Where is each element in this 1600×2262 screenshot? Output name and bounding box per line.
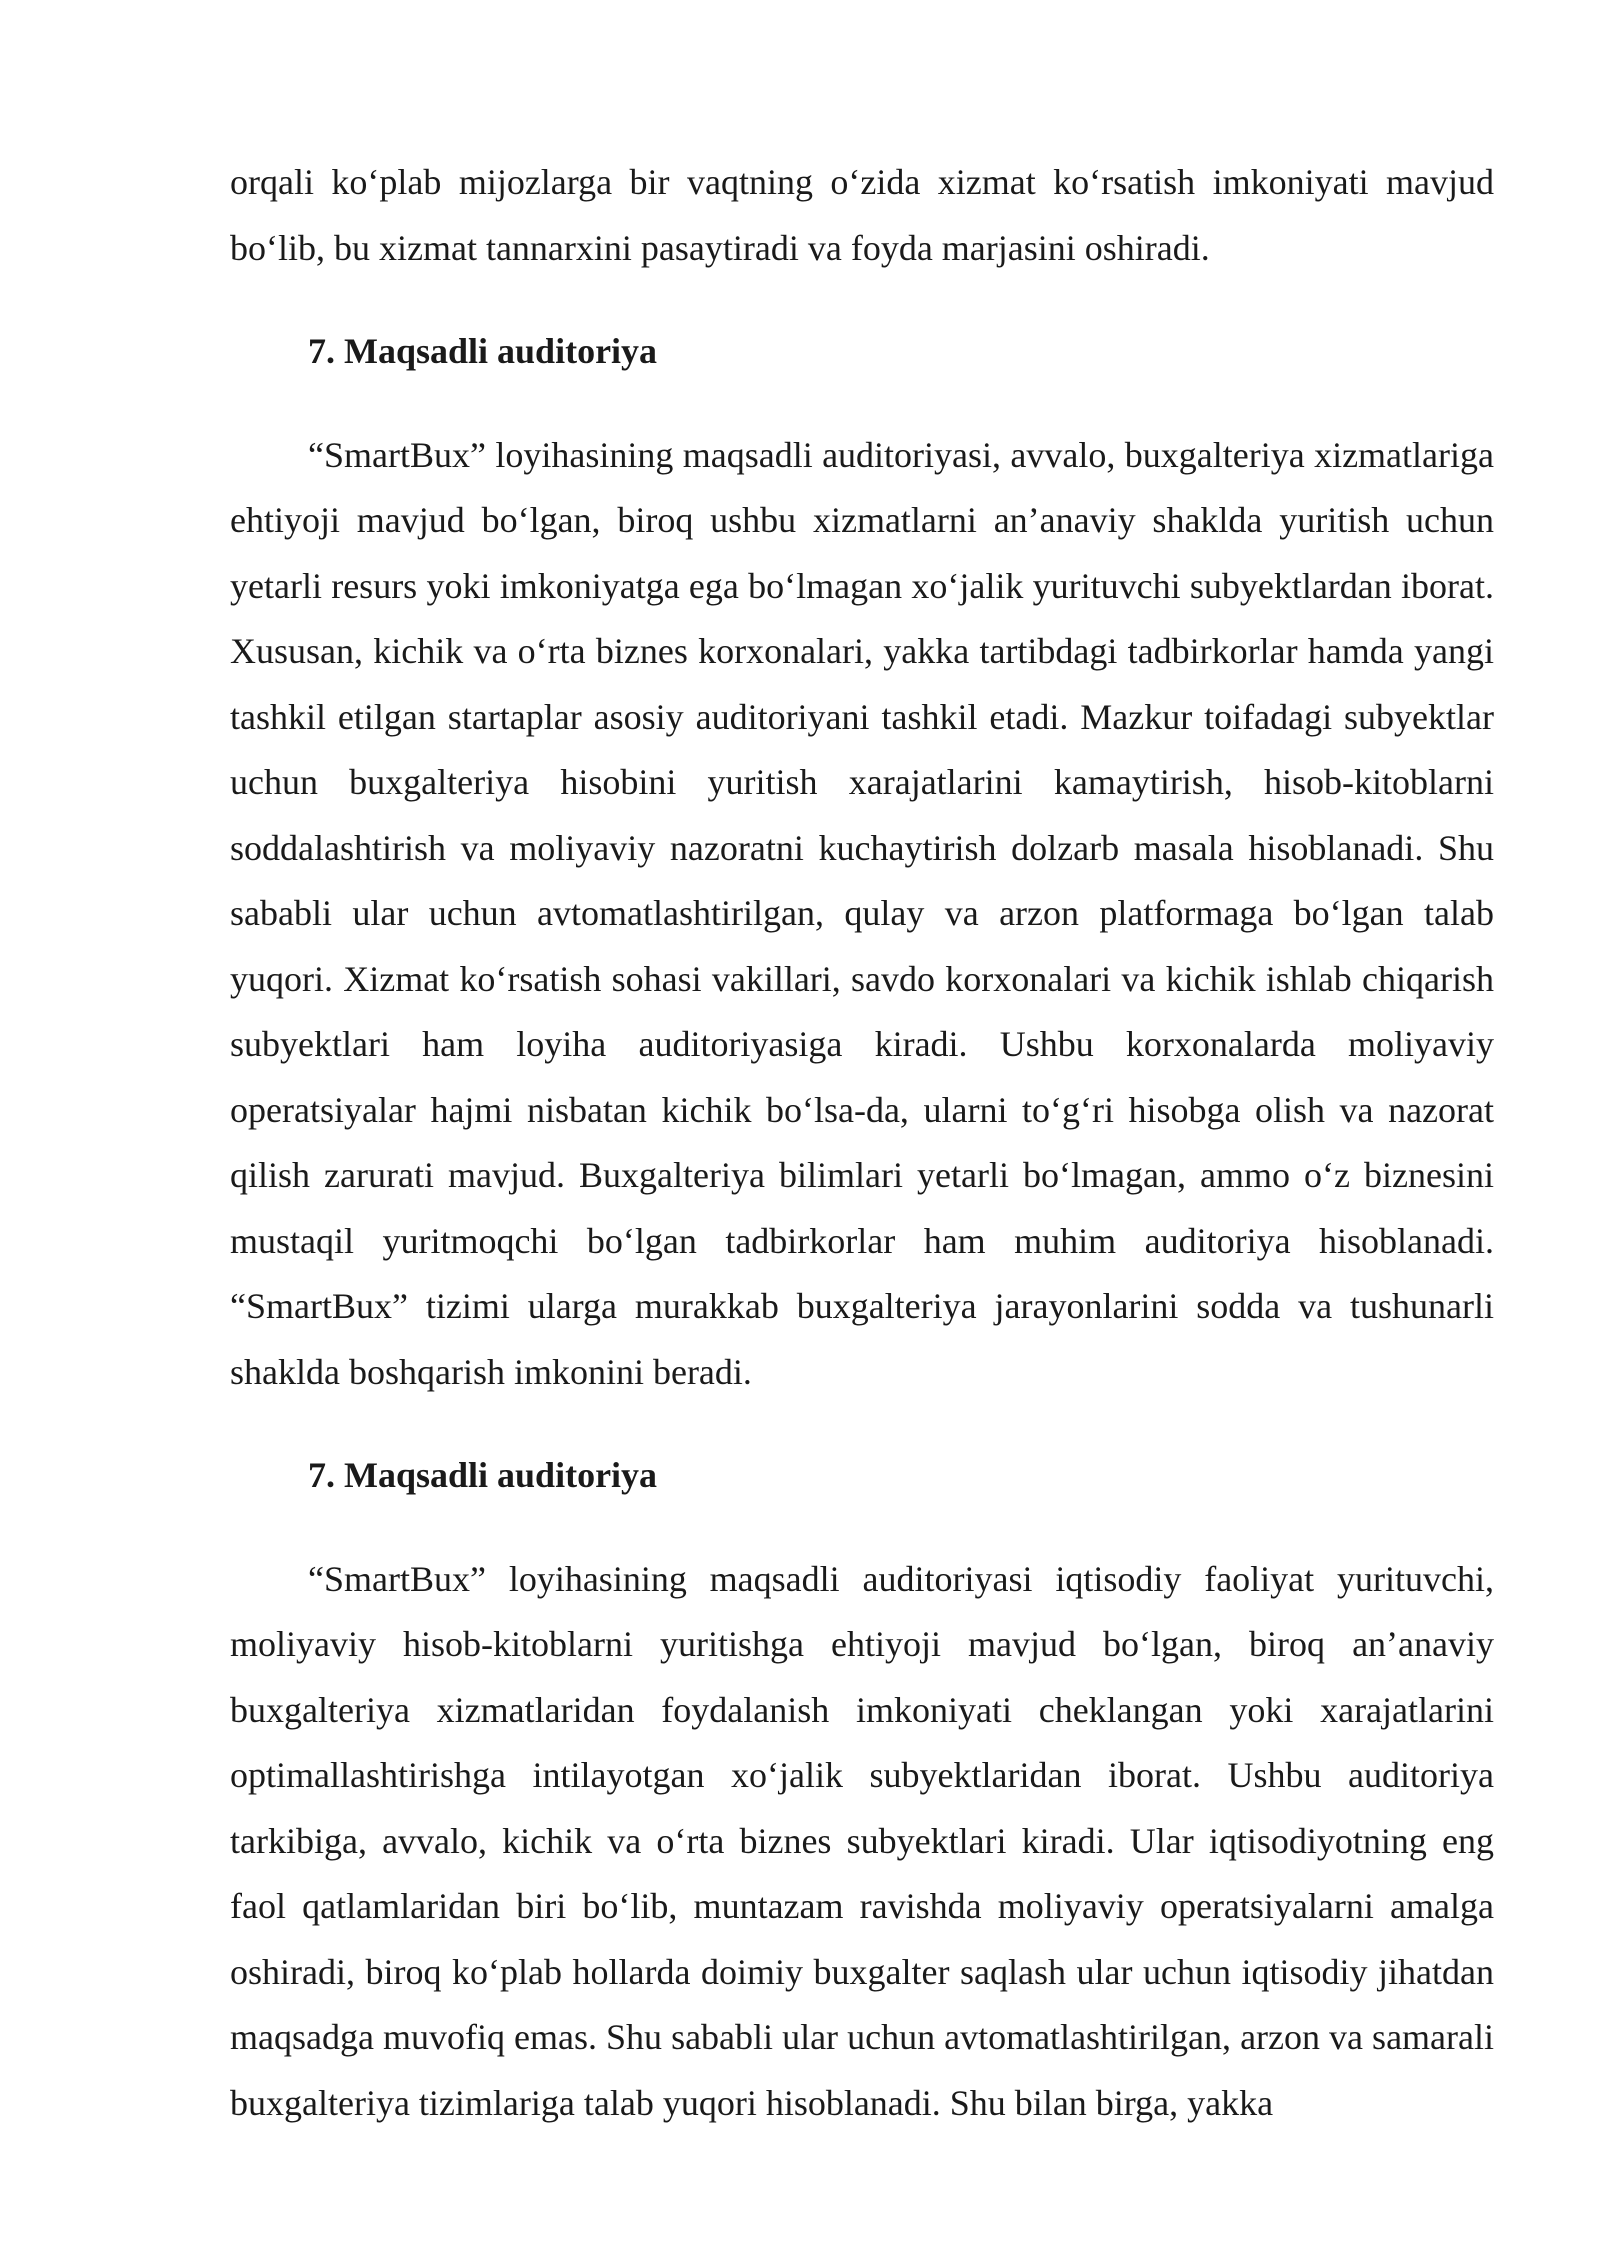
section-heading: 7. Maqsadli auditoriya [308, 331, 658, 371]
document-page [230, 150, 1494, 2136]
paragraph: “SmartBux” loyihasining maqsadli auditoriyasi iqtisodiy faoliyat yurituvchi, moliyaviy hisob-kitoblarni yuritishga ehtiyoji mavjud bo‘lgan, biroq an’anaviy buxgalteriya xizmatlaridan foydalanish imkoniyati cheklangan yoki xarajatlarini optimallashtirishga intilayotgan xo‘jalik subyektlaridan iborat. Ushbu auditoriya tarkibiga, avvalo, kichik va o‘rta biznes subyektlari kiradi. Ular iqtisodiyotning eng faol qatlamlaridan biri bo‘lib, muntazam ravishda moliyaviy operatsiyalarni amalga oshiradi, biroq ko‘plab hollarda doimiy buxgalter saqlash ular uchun iqtisodiy jihatdan maqsadga muvofiq emas. Shu sababli ular uchun avtomatlashtirilgan, arzon va samarali buxgalteriya tizimlariga talab yuqori hisoblanadi. Shu bilan birga, yakka [230, 1558, 1494, 2123]
section-heading: 7. Maqsadli auditoriya [308, 1455, 658, 1495]
paragraph: “SmartBux” loyihasining maqsadli auditoriyasi, avvalo, buxgalteriya xizmatlariga ehtiyoji mavjud bo‘lgan, biroq ushbu xizmatlarni an’anaviy shaklda yuritish uchun yetarli resurs yoki imkoniyatga ega bo‘lmagan xo‘jalik yurituvchi subyektlardan iborat. Xususan, kichik va o‘rta biznes korxonalari, yakka tartibdagi tadbirkorlar hamda yangi tashkil etilgan startaplar asosiy auditoriyani tashkil etadi. Mazkur toifadagi subyektlar uchun buxgalteriya hisobini yuritish xarajatlarini kamaytirish, hisob-kitoblarni soddalashtirish va moliyaviy nazoratni kuchaytirish dolzarb masala hisoblanadi. Shu sababli ular uchun avtomatlashtirilgan, qulay va arzon platformaga bo‘lgan talab yuqori. Xizmat ko‘rsatish sohasi vakillari, savdo korxonalari va kichik ishlab chiqarish subyektlari ham loyiha auditoriyasiga kiradi. Ushbu korxonalarda moliyaviy operatsiyalar hajmi nisbatan kichik bo‘lsa-da, ularni to‘g‘ri hisobga olish va nazorat qilish zarurati mavjud. Buxgalteriya bilimlari yetarli bo‘lmagan, ammo o‘z biznesini mustaqil yuritmoqchi bo‘lgan tadbirkorlar ham muhim auditoriya hisoblanadi. “SmartBux” tizimi ularga murakkab buxgalteriya jarayonlarini sodda va tushunarli shaklda boshqarish imkonini beradi. [230, 434, 1494, 1392]
paragraph-continuation: orqali ko‘plab mijozlarga bir vaqtning o‘zida xizmat ko‘rsatish imkoniyati mavjud bo‘lib, bu xizmat tannarxini pasaytiradi va foyda marjasini oshiradi. [230, 162, 1494, 268]
